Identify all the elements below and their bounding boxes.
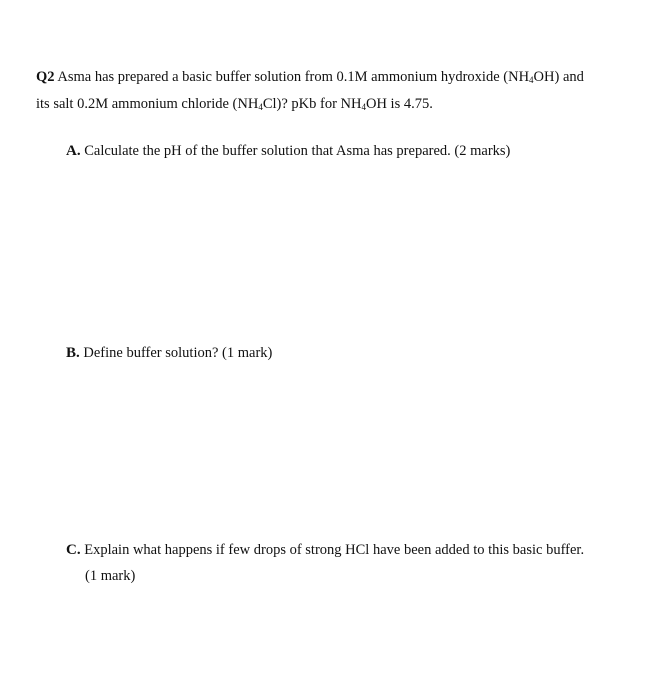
question-text-segment: Cl)? pKb for NH: [262, 96, 362, 113]
sub-question-letter: A.: [66, 143, 81, 159]
question-number: Q2: [36, 69, 55, 85]
answer-space-b: [66, 372, 626, 522]
sub-question-letter: B.: [66, 345, 80, 361]
sub-question-text: Explain what happens if few drops of strong HCl have been added to this basic buffer.: [84, 542, 585, 558]
sub-question-c: [66, 541, 636, 559]
answer-space-a: [66, 170, 626, 330]
subscript: 4: [529, 75, 534, 85]
question-line-1: [36, 69, 626, 86]
subscript: 4: [258, 102, 263, 113]
sub-question-a: [66, 142, 636, 160]
sub-question-b: [66, 344, 636, 362]
question-text-segment: OH) and: [533, 69, 584, 85]
sub-question-letter: C.: [66, 542, 81, 558]
question-text-segment: OH is 4.75.: [365, 96, 433, 113]
question-statement: [36, 69, 626, 114]
sub-question-text: Define buffer solution? (1 mark): [83, 345, 273, 361]
sub-question-c-marks: (1 mark): [85, 568, 136, 584]
question-text-segment: its salt 0.2M ammonium chloride (NH: [36, 96, 259, 113]
question-line-2: [36, 96, 626, 113]
subscript: 4: [361, 102, 366, 113]
question-text-segment: Asma has prepared a basic buffer solution from 0.1M ammonium hydroxide (NH: [57, 69, 530, 85]
sub-question-text: Calculate the pH of the buffer solution that Asma has prepared. (2 marks): [84, 143, 511, 159]
answer-space-c: [66, 595, 626, 685]
